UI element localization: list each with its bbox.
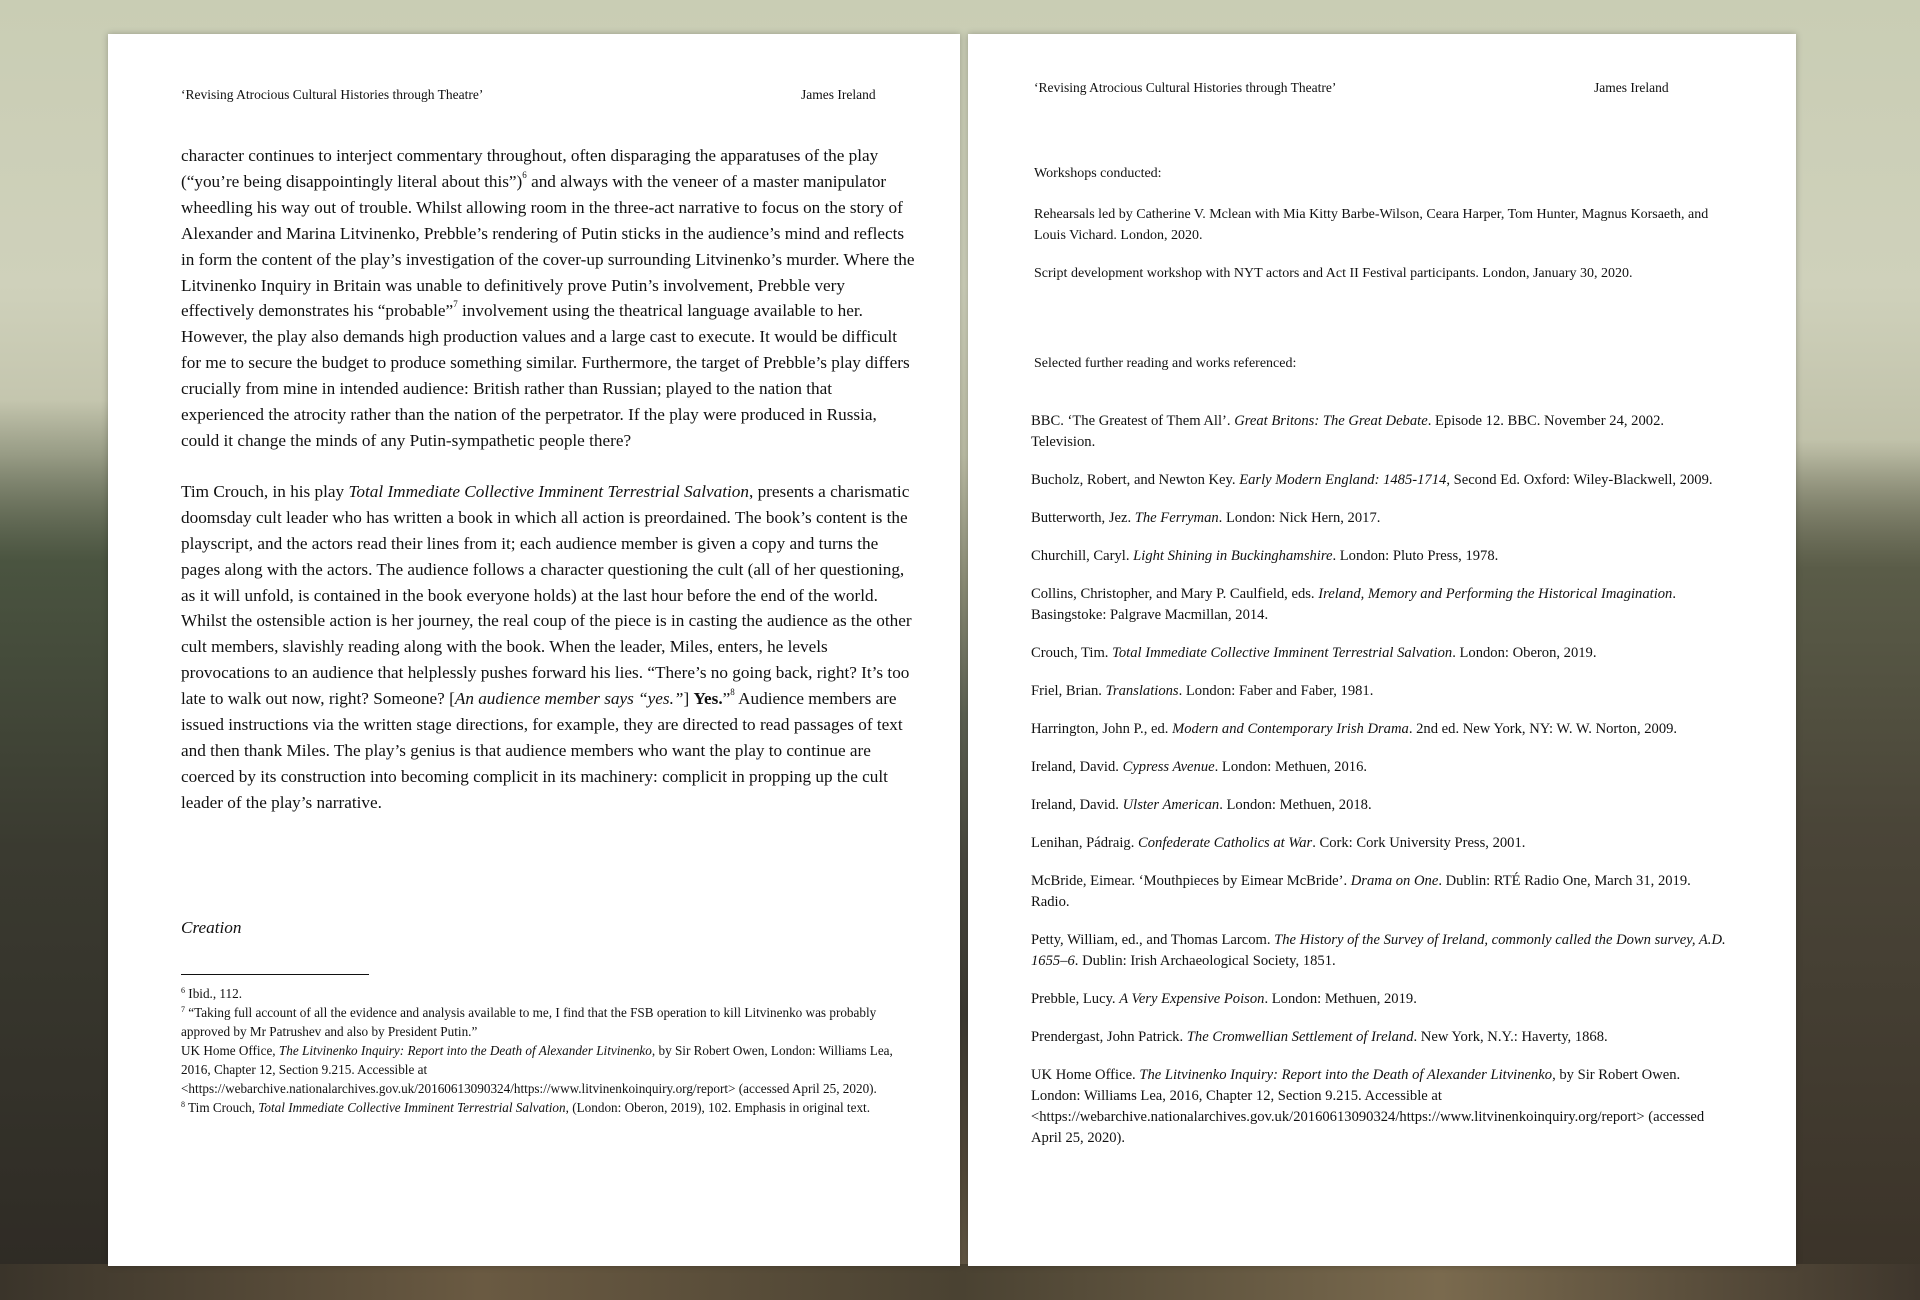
paragraph-text: character continues to interject commentary throughout, often disparaging the apparatuses of the play (“you’re being disappointingly literal about this”)	[181, 146, 879, 191]
entry-title: Total Immediate Collective Imminent Terrestrial Salvation	[1112, 645, 1453, 661]
bibliography-entry	[1031, 643, 1726, 664]
entry-text: . London: Methuen, 2016.	[1214, 759, 1368, 775]
section-heading: Creation	[181, 918, 242, 937]
bibliography-entry	[1031, 584, 1726, 626]
footnote-number: 6	[181, 986, 185, 995]
body-paragraph-2	[181, 479, 916, 816]
entry-text: Bucholz, Robert, and Newton Key.	[1031, 472, 1240, 488]
header-title: ‘Revising Atrocious Cultural Histories through Theatre’	[181, 87, 484, 102]
entry-title: Light Shining in Buckinghamshire	[1133, 548, 1333, 564]
body-text	[181, 143, 916, 841]
entry-text: Ireland, David.	[1031, 797, 1123, 813]
bibliography-entry	[1031, 833, 1726, 854]
entry-text: . London: Methuen, 2019.	[1264, 991, 1417, 1007]
footnote-text: , (London: Oberon, 2019), 102. Emphasis in original text.	[565, 1100, 870, 1115]
footnote-ref-6[interactable]: 6	[522, 169, 527, 180]
workshops-list	[1034, 204, 1714, 301]
emphasis-text: Yes.	[693, 689, 723, 709]
body-paragraph-1	[181, 143, 916, 454]
entry-title: The History of the Survey of Ireland, commonly called the Down survey, A.D. 1655–6	[1031, 932, 1726, 969]
footnote-6	[181, 984, 911, 1003]
footnote-number: 7	[181, 1005, 185, 1014]
entry-text: Crouch, Tim.	[1031, 645, 1113, 661]
document-page-left	[108, 34, 960, 1266]
bibliography-entry	[1031, 719, 1726, 740]
entry-title: Ulster American	[1122, 797, 1220, 813]
paragraph-text: ]	[683, 689, 694, 709]
document-page-right	[968, 34, 1796, 1266]
entry-text: Ireland, David.	[1031, 759, 1123, 775]
paragraph-text: and always with the veneer of a master manipulator wheedling his way out of trouble. Whilst allowing room in the three-act narrative to focus on the story of Alexander and Marina Litvinenko, Prebble’s rendering of Putin sticks in the audience’s mind and reflects in form the content of the play’s investigation of the cover-up surrounding Litvinenko’s murder. Where the Litvinenko Inquiry in Britain was unable to definitively prove Putin’s involvement, Prebble very effectively demonstrates his “probable”	[181, 171, 915, 321]
workshops-label: Workshops conducted:	[1034, 166, 1162, 181]
header-author: James Ireland	[1594, 80, 1669, 95]
workshop-item: Rehearsals led by Catherine V. Mclean with Mia Kitty Barbe-Wilson, Ceara Harper, Tom Hunter, Magnus Korsaeth, and Louis Vichard. London, 2020.	[1034, 207, 1709, 243]
footnote-text[interactable]: , by Sir Robert Owen, London: Williams Lea, 2016, Chapter 12, Section 9.215. Accessible at <https://webarchive.nationalarchives.gov.uk/20160613090324/https://www.litvinenkoinquiry.org/report> (accessed April 25, 2020).	[181, 1043, 893, 1096]
bibliography-entry	[1031, 930, 1726, 972]
footnote-title: The Litvinenko Inquiry: Report into the Death of Alexander Litvinenko	[278, 1043, 652, 1058]
entry-title: Cypress Avenue	[1122, 759, 1215, 775]
footnote-7-citation	[181, 1041, 911, 1098]
play-title: Total Immediate Collective Imminent Terrestrial Salvation	[348, 481, 749, 501]
bibliography-entry	[1031, 470, 1726, 491]
bibliography-entry	[1031, 871, 1726, 913]
entry-text: UK Home Office.	[1031, 1067, 1140, 1083]
footnote-title: Total Immediate Collective Imminent Terrestrial Salvation	[258, 1100, 566, 1115]
entry-text: Butterworth, Jez.	[1031, 510, 1135, 526]
entry-text: Friel, Brian.	[1031, 683, 1106, 699]
entry-text: . Episode 12. BBC. November 24, 2002. Television.	[1031, 413, 1665, 450]
entry-text: Prendergast, John Patrick.	[1031, 1029, 1187, 1045]
entry-text: Harrington, John P., ed.	[1031, 721, 1173, 737]
stage-direction: An audience member says “yes.”	[454, 689, 684, 709]
bibliography-entry	[1031, 546, 1726, 567]
footnote-divider	[181, 974, 369, 975]
paragraph-text: ”	[722, 689, 731, 709]
entry-title: Early Modern England: 1485-1714	[1239, 472, 1447, 488]
footnote-ref-7[interactable]: 7	[453, 299, 458, 310]
entry-title: A Very Expensive Poison	[1119, 991, 1265, 1007]
workshop-item: Script development workshop with NYT actors and Act II Festival participants. London, January 30, 2020.	[1034, 266, 1633, 281]
bibliography-entry	[1031, 1027, 1726, 1048]
bibliography-list	[1031, 411, 1726, 1166]
entry-text: . Dublin: Irish Archaeological Society, 1851.	[1074, 953, 1336, 969]
header-title: ‘Revising Atrocious Cultural Histories through Theatre’	[1034, 80, 1337, 95]
bibliography-entry	[1031, 508, 1726, 529]
entry-title: Drama on One	[1350, 873, 1439, 889]
entry-text: Collins, Christopher, and Mary P. Caulfield, eds.	[1031, 586, 1319, 602]
entry-text: , Second Ed. Oxford: Wiley-Blackwell, 2009.	[1446, 472, 1713, 488]
footnote-text: Tim Crouch,	[185, 1100, 259, 1115]
entry-text: . Basingstoke: Palgrave Macmillan, 2014.	[1031, 586, 1677, 623]
paragraph-text: , presents a charismatic doomsday cult leader who has written a book in which all action is preordained. The book’s content is the playscript, and the actors read their lines from it; each audience member is given a copy and turns the pages along with the actors. The audience follows a character questioning the cult (all of her questioning, as it will unfold, is contained in the book everyone holds) at the last hour before the end of the world. Whilst the ostensible action is her journey, the real coup of the piece is in casting the audience as the other cult members, slavishly reading along with the book. When the leader, Miles, enters, he levels provocations to an audience that helplessly pushes forward his lies. “There’s no going back, right? It’s too late to walk out now, right? Someone? [	[181, 481, 912, 709]
paragraph-text: Audience members are issued instructions via the written stage directions, for example, they are directed to read passages of text and then thank Miles. The play’s genius is that audience members who want the play to continue are coerced by its construction into becoming complicit in its machinery: complicit in propping up the cult leader of the play’s narrative.	[181, 689, 903, 812]
bibliography-entry	[1031, 989, 1726, 1010]
entry-text: BBC. ‘The Greatest of Them All’.	[1031, 413, 1235, 429]
entry-text: . London: Methuen, 2018.	[1219, 797, 1372, 813]
header-author: James Ireland	[801, 87, 876, 102]
bibliography-entry	[1031, 681, 1726, 702]
background-hill-right	[1780, 440, 1920, 1300]
footnote-number: 8	[181, 1100, 185, 1109]
entry-text: . New York, N.Y.: Haverty, 1868.	[1413, 1029, 1608, 1045]
entry-text: Prebble, Lucy.	[1031, 991, 1120, 1007]
bibliography-entry	[1031, 757, 1726, 778]
entry-text[interactable]: , by Sir Robert Owen. London: Williams Lea, 2016, Chapter 12, Section 9.215. Accessible at <https://webarchive.nationalarchives.gov.uk/20160613090324/https://www.litvinenkoinquiry.org/report> (accessed April 25, 2020).	[1031, 1067, 1705, 1146]
entry-text: . London: Oberon, 2019.	[1452, 645, 1597, 661]
footnote-text: Ibid., 112.	[185, 986, 243, 1001]
bibliography-entry	[1031, 1065, 1726, 1149]
entry-text: Churchill, Caryl.	[1031, 548, 1134, 564]
entry-title: Modern and Contemporary Irish Drama	[1172, 721, 1409, 737]
entry-text: . London: Nick Hern, 2017.	[1218, 510, 1381, 526]
bibliography-entry	[1031, 411, 1726, 453]
paragraph-text: involvement using the theatrical language available to her. However, the play also demands high production values and a large cast to execute. It would be difficult for me to secure the budget to produce something similar. Furthermore, the target of Prebble’s play differs crucially from mine in intended audience: British rather than Russian; played to the nation that experienced the atrocity rather than the nation of the perpetrator. If the play were produced in Russia, could it change the minds of any Putin-sympathetic people there?	[181, 301, 910, 450]
footnote-8	[181, 1098, 911, 1117]
paragraph-text: Tim Crouch, in his play	[181, 481, 349, 501]
entry-text: . London: Pluto Press, 1978.	[1332, 548, 1499, 564]
entry-title: Great Britons: The Great Debate	[1234, 413, 1428, 429]
entry-text: . Dublin: RTÉ Radio One, March 31, 2019. Radio.	[1031, 873, 1691, 910]
footnotes	[181, 984, 911, 1117]
entry-title: Confederate Catholics at War	[1138, 835, 1313, 851]
entry-title: The Cromwellian Settlement of Ireland	[1186, 1029, 1414, 1045]
footnote-7	[181, 1003, 911, 1041]
footnote-ref-8[interactable]: 8	[730, 687, 735, 698]
bibliography-entry	[1031, 795, 1726, 816]
reading-label: Selected further reading and works referenced:	[1034, 356, 1297, 371]
entry-title: Ireland, Memory and Performing the Historical Imagination	[1318, 586, 1673, 602]
footnote-text: “Taking full account of all the evidence and analysis available to me, I find that the FSB operation to kill Litvinenko was probably approved by Mr Patrushev and also by President Putin.”	[181, 1005, 877, 1039]
entry-text: . 2nd ed. New York, NY: W. W. Norton, 2009.	[1408, 721, 1678, 737]
entry-text: McBride, Eimear. ‘Mouthpieces by Eimear McBride’.	[1031, 873, 1351, 889]
footnote-text: UK Home Office,	[181, 1043, 279, 1058]
entry-text: Lenihan, Pádraig.	[1031, 835, 1138, 851]
background-ground	[0, 1264, 1920, 1300]
entry-text: . Cork: Cork University Press, 2001.	[1312, 835, 1526, 851]
entry-text: Petty, William, ed., and Thomas Larcom.	[1031, 932, 1275, 948]
entry-title: The Litvinenko Inquiry: Report into the Death of Alexander Litvinenko	[1139, 1067, 1553, 1083]
entry-text: . London: Faber and Faber, 1981.	[1178, 683, 1374, 699]
entry-title: The Ferryman	[1134, 510, 1219, 526]
entry-title: Translations	[1105, 683, 1179, 699]
